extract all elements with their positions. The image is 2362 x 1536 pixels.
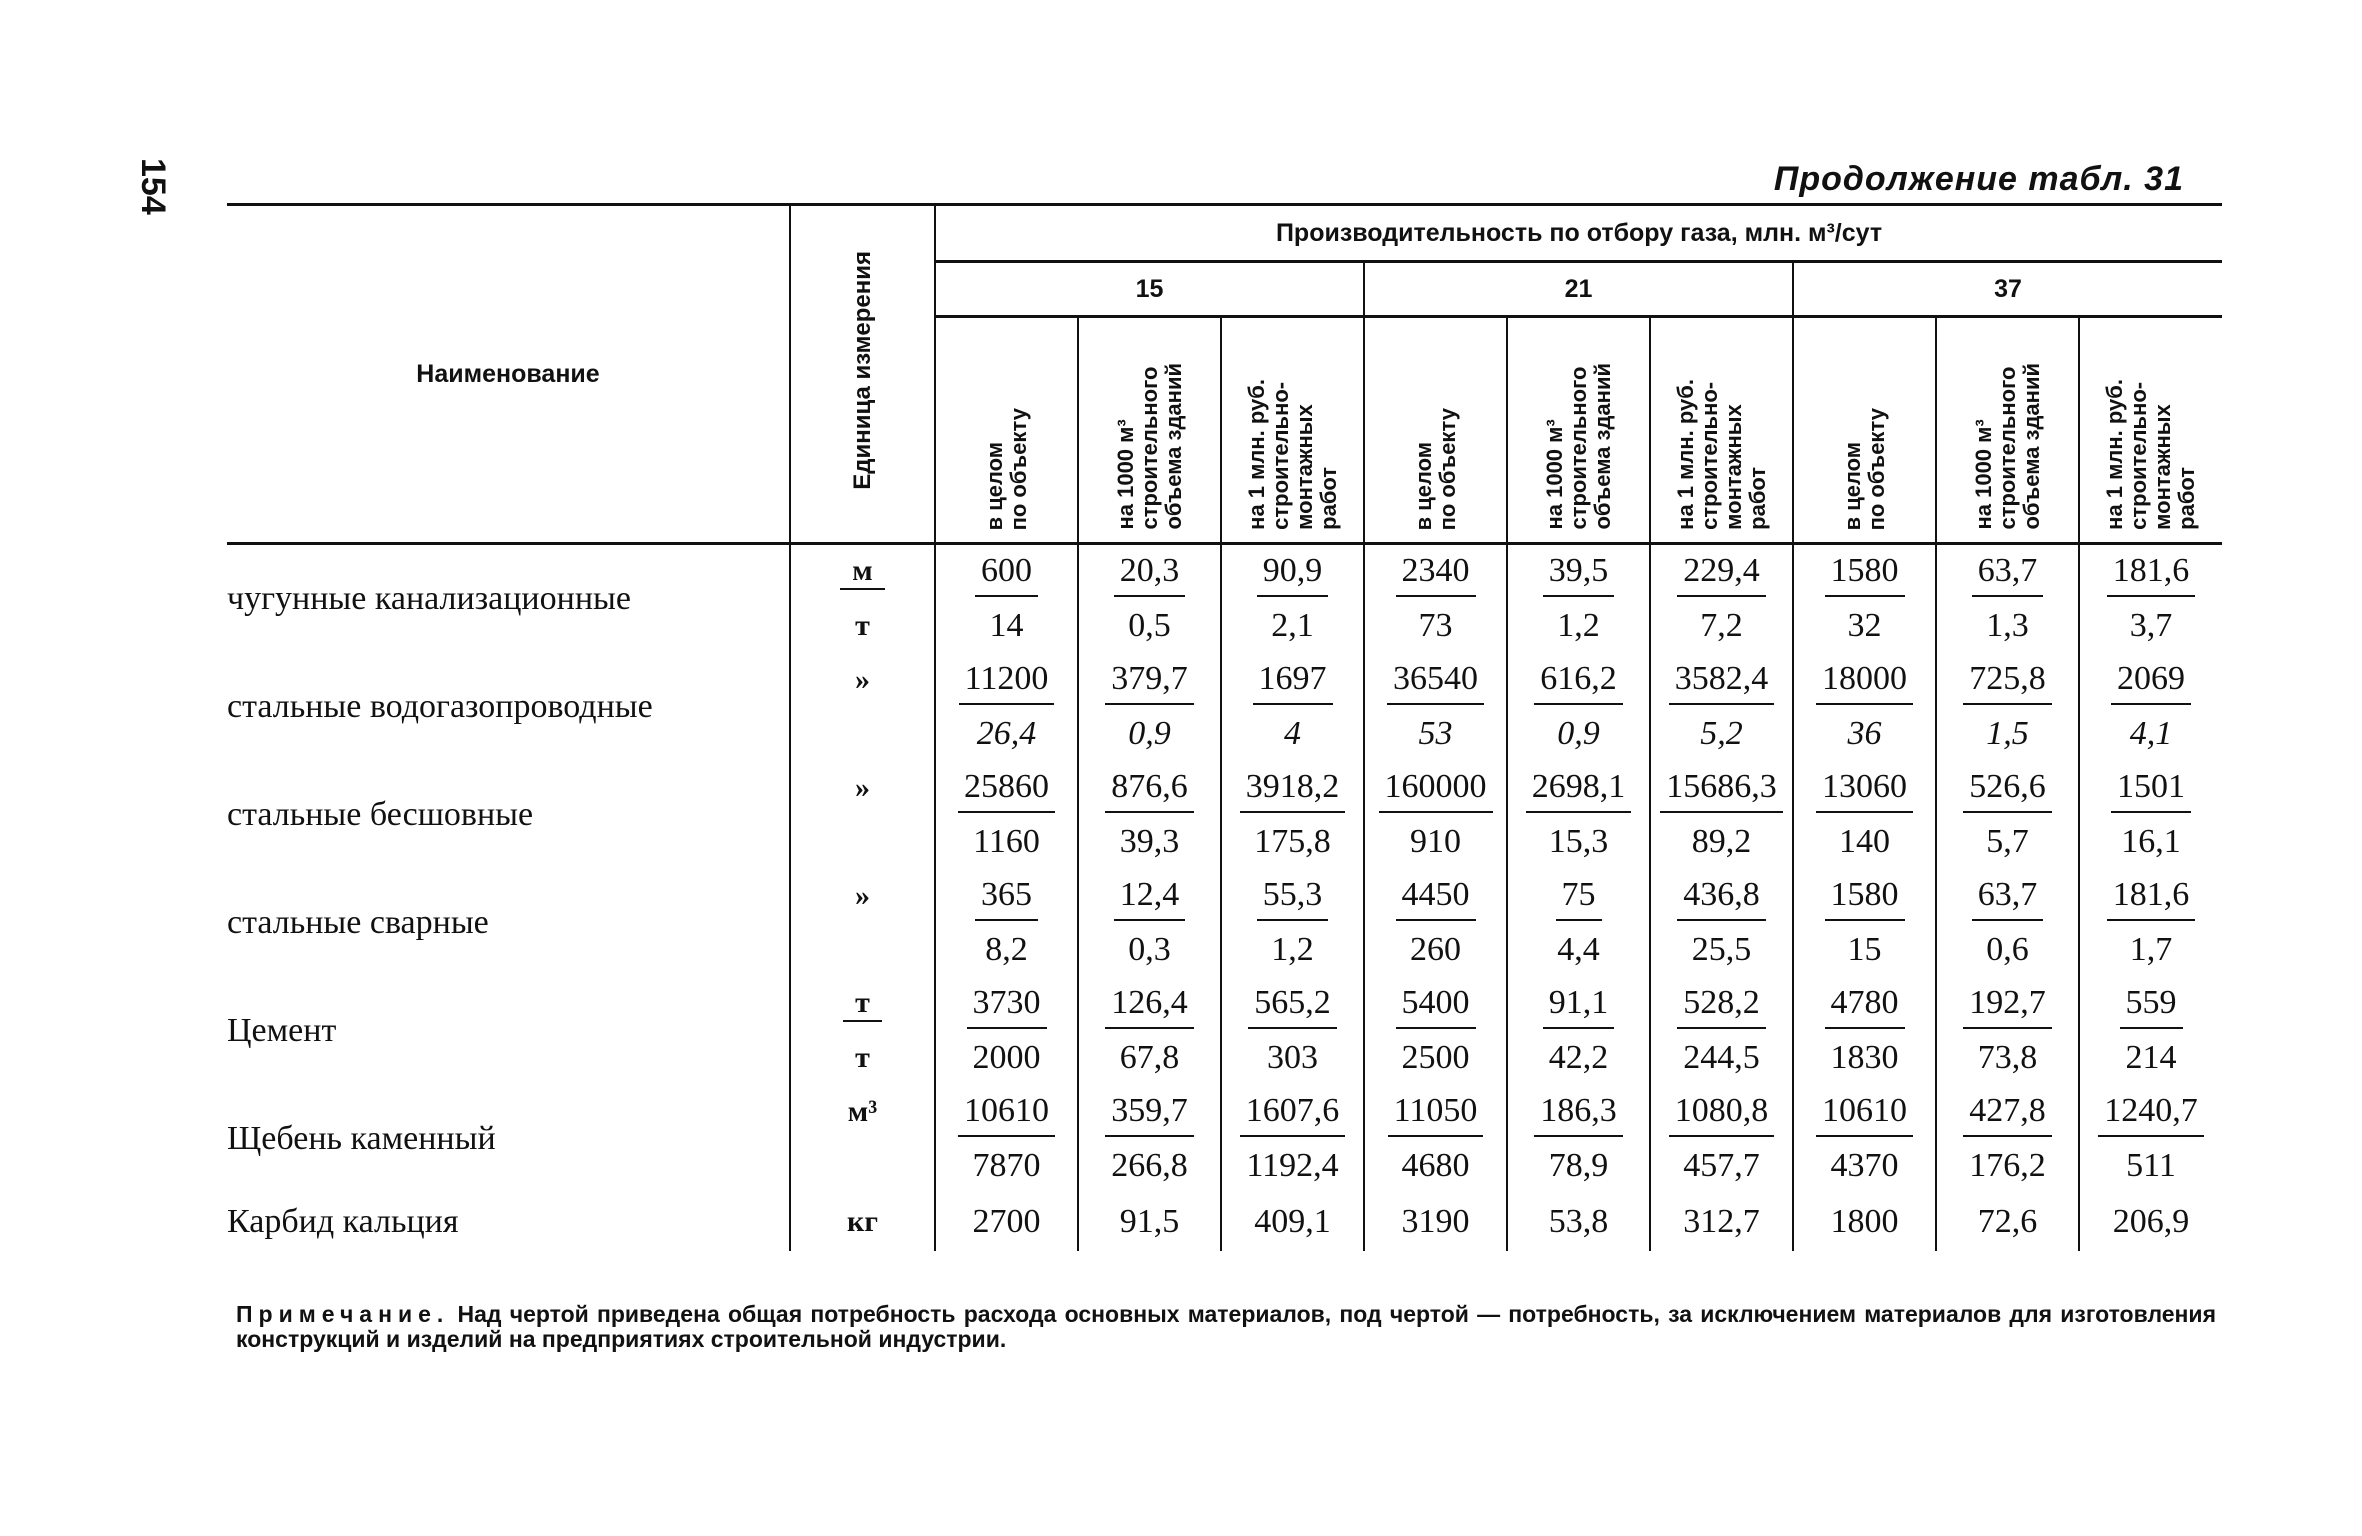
- value-below-line: 266,8: [1078, 1139, 1221, 1193]
- value-cell: [1650, 653, 1793, 707]
- row-unit: [790, 869, 935, 923]
- subheader-total: [1364, 317, 1507, 544]
- value-above-line: 10610: [958, 1087, 1055, 1137]
- value-cell: [1364, 653, 1507, 707]
- value-above-line: 365: [975, 871, 1038, 921]
- value-above-line: 3730: [967, 979, 1047, 1029]
- row-unit-value: м³: [847, 1095, 878, 1128]
- value-cell: [1650, 1085, 1793, 1139]
- subheader-total: [1793, 317, 1936, 544]
- value-above-line: 91,1: [1543, 979, 1615, 1029]
- value-above-line: 55,3: [1257, 871, 1329, 921]
- row-unit: [790, 923, 935, 977]
- page-number: 154: [134, 158, 172, 215]
- table-continuation-caption: Продолжение табл. 31: [1773, 160, 2184, 198]
- value-above-line: 126,4: [1105, 979, 1194, 1029]
- value-cell: [1793, 653, 1936, 707]
- row-unit-value: м: [840, 554, 884, 590]
- subheader-total: [935, 317, 1078, 544]
- subheader-per-million-rub: [1650, 317, 1793, 544]
- value-below-line: 1,2: [1221, 923, 1364, 977]
- value-below-line: 244,5: [1650, 1031, 1793, 1085]
- subheader-label: в целом по объекту: [1839, 407, 1889, 530]
- value-below-line: 73: [1364, 599, 1507, 653]
- value-below-line: 36: [1793, 707, 1936, 761]
- value-below-line: 89,2: [1650, 815, 1793, 869]
- row-name: Карбид кальция: [227, 1203, 459, 1240]
- value-above-line: 11200: [959, 655, 1055, 705]
- value-below-line: 26,4: [935, 707, 1078, 761]
- value-below-line: 53: [1364, 707, 1507, 761]
- value-below-line: 176,2: [1936, 1139, 2079, 1193]
- value-above-line: 526,6: [1963, 763, 2052, 813]
- value-cell: [1507, 544, 1650, 600]
- value-above-line: 1697: [1253, 655, 1333, 705]
- value-above-line: 10610: [1816, 1087, 1913, 1137]
- value-above-line: 559: [2120, 979, 2183, 1029]
- value-cell: [1364, 544, 1507, 600]
- value-cell: 312,7: [1650, 1193, 1793, 1251]
- value-below-line: 14: [935, 599, 1078, 653]
- value-cell: [1078, 653, 1221, 707]
- subheader-label: на 1000 м³ строительного объема зданий: [1541, 363, 1615, 530]
- value-above-line: 5400: [1396, 979, 1476, 1029]
- value-cell: [2079, 653, 2222, 707]
- value-below-line: 25,5: [1650, 923, 1793, 977]
- header-unit: [790, 205, 935, 544]
- value-below-line: 3,7: [2079, 599, 2222, 653]
- subheader-label: на 1 млн. руб. строительно- монтажных работ: [1243, 379, 1341, 530]
- value-cell: 1800: [1793, 1193, 1936, 1251]
- value-above-line: 4450: [1396, 871, 1476, 921]
- value-above-line: 725,8: [1963, 655, 2052, 705]
- value-above-line: 1580: [1825, 871, 1905, 921]
- value-cell: [1221, 1085, 1364, 1139]
- row-unit: [790, 1085, 935, 1139]
- value-below-line: 16,1: [2079, 815, 2222, 869]
- value-cell: [1936, 869, 2079, 923]
- table-body: [227, 544, 2222, 1252]
- value-below-line: 511: [2079, 1139, 2222, 1193]
- value-below-line: 1,2: [1507, 599, 1650, 653]
- value-above-line: 1080,8: [1669, 1087, 1775, 1137]
- value-above-line: 3582,4: [1669, 655, 1775, 705]
- value-below-line: 0,5: [1078, 599, 1221, 653]
- value-below-line: 1,5: [1936, 707, 2079, 761]
- table-row: [227, 653, 2222, 707]
- value-cell: [1793, 977, 1936, 1031]
- value-above-line: 379,7: [1105, 655, 1194, 705]
- subheader-label: на 1000 м³ строительного объема зданий: [1970, 363, 2044, 530]
- value-above-line: 63,7: [1972, 871, 2044, 921]
- value-below-line: 32: [1793, 599, 1936, 653]
- value-cell: 53,8: [1507, 1193, 1650, 1251]
- row-name: стальные водогазопроводные: [227, 688, 653, 725]
- subheader-label: в целом по объекту: [1410, 407, 1460, 530]
- value-cell: [1936, 544, 2079, 600]
- subheader-label: на 1 млн. руб. строительно- монтажных работ: [1672, 379, 1770, 530]
- value-above-line: 229,4: [1677, 547, 1766, 597]
- value-above-line: 36540: [1387, 655, 1484, 705]
- value-cell: [1078, 977, 1221, 1031]
- subheader-per-million-rub: [1221, 317, 1364, 544]
- materials-table: [227, 203, 2222, 1251]
- value-above-line: 160000: [1379, 763, 1493, 813]
- value-above-line: 1607,6: [1240, 1087, 1346, 1137]
- value-cell: [1936, 1085, 2079, 1139]
- value-cell: [1364, 869, 1507, 923]
- value-below-line: 2,1: [1221, 599, 1364, 653]
- value-cell: 91,5: [1078, 1193, 1221, 1251]
- value-above-line: 359,7: [1105, 1087, 1194, 1137]
- value-above-line: 616,2: [1534, 655, 1623, 705]
- value-cell: [1507, 653, 1650, 707]
- value-below-line: 2000: [935, 1031, 1078, 1085]
- value-below-line: 4,4: [1507, 923, 1650, 977]
- value-cell: [1221, 544, 1364, 600]
- value-above-line: 181,6: [2107, 871, 2196, 921]
- value-cell: [1364, 1085, 1507, 1139]
- value-cell: 72,6: [1936, 1193, 2079, 1251]
- value-above-line: 1240,7: [2098, 1087, 2204, 1137]
- value-above-line: 427,8: [1963, 1087, 2052, 1137]
- value-cell: [935, 761, 1078, 815]
- row-name: чугунные канализационные: [227, 580, 631, 617]
- value-below-line: 5,7: [1936, 815, 2079, 869]
- subheader-label: на 1000 м³ строительного объема зданий: [1112, 363, 1186, 530]
- value-cell: [935, 869, 1078, 923]
- value-cell: 409,1: [1221, 1193, 1364, 1251]
- value-below-line: 2500: [1364, 1031, 1507, 1085]
- value-above-line: 192,7: [1963, 979, 2052, 1029]
- value-below-line: 8,2: [935, 923, 1078, 977]
- value-below-line: 67,8: [1078, 1031, 1221, 1085]
- value-above-line: 18000: [1816, 655, 1913, 705]
- value-below-line: 78,9: [1507, 1139, 1650, 1193]
- value-below-line: 4: [1221, 707, 1364, 761]
- subheader-per-1000m3: [1078, 317, 1221, 544]
- value-below-line: 0,9: [1507, 707, 1650, 761]
- value-above-line: 528,2: [1677, 979, 1766, 1029]
- row-unit: [790, 544, 935, 600]
- value-above-line: 565,2: [1248, 979, 1337, 1029]
- value-below-line: 1,3: [1936, 599, 2079, 653]
- row-unit: т: [790, 1031, 935, 1085]
- row-name: Щебень каменный: [227, 1120, 496, 1157]
- value-cell: [1936, 977, 2079, 1031]
- value-cell: [1650, 869, 1793, 923]
- value-below-line: 910: [1364, 815, 1507, 869]
- value-cell: [1221, 869, 1364, 923]
- subheader-per-million-rub: [2079, 317, 2222, 544]
- row-unit: [790, 653, 935, 707]
- row-unit-value: »: [855, 879, 870, 912]
- row-unit-value: »: [855, 771, 870, 804]
- row-unit-value: т: [843, 986, 882, 1022]
- value-below-line: 7870: [935, 1139, 1078, 1193]
- value-below-line: 175,8: [1221, 815, 1364, 869]
- value-above-line: 15686,3: [1660, 763, 1783, 813]
- value-above-line: 4780: [1825, 979, 1905, 1029]
- value-above-line: 39,5: [1543, 547, 1615, 597]
- value-below-line: 7,2: [1650, 599, 1793, 653]
- value-below-line: 42,2: [1507, 1031, 1650, 1085]
- value-above-line: 90,9: [1257, 547, 1329, 597]
- value-above-line: 876,6: [1105, 763, 1194, 813]
- header-group-37: 37: [1793, 262, 2222, 317]
- value-below-line: 260: [1364, 923, 1507, 977]
- row-unit: [790, 815, 935, 869]
- value-cell: [1507, 977, 1650, 1031]
- value-above-line: 181,6: [2107, 547, 2196, 597]
- header-group-15: 15: [935, 262, 1364, 317]
- header-name: Наименование: [227, 205, 790, 544]
- subheader-label: в целом по объекту: [981, 407, 1031, 530]
- value-cell: [935, 544, 1078, 600]
- value-above-line: 2069: [2111, 655, 2191, 705]
- value-cell: 206,9: [2079, 1193, 2222, 1251]
- value-below-line: 4680: [1364, 1139, 1507, 1193]
- value-cell: [2079, 544, 2222, 600]
- value-above-line: 25860: [958, 763, 1055, 813]
- value-above-line: 75: [1556, 871, 1602, 921]
- table-note: [236, 1302, 2216, 1352]
- value-below-line: 0,9: [1078, 707, 1221, 761]
- table-header: [227, 205, 2222, 544]
- subheader-per-1000m3: [1507, 317, 1650, 544]
- value-above-line: 600: [975, 547, 1038, 597]
- header-group-21: 21: [1364, 262, 1793, 317]
- value-below-line: 1830: [1793, 1031, 1936, 1085]
- value-cell: [2079, 869, 2222, 923]
- value-below-line: 457,7: [1650, 1139, 1793, 1193]
- value-below-line: 15,3: [1507, 815, 1650, 869]
- header-productivity: Производительность по отбору газа, млн. м³/сут: [935, 205, 2222, 262]
- value-cell: [2079, 1085, 2222, 1139]
- header-unit-label: Единица измерения: [848, 251, 876, 490]
- value-below-line: 140: [1793, 815, 1936, 869]
- value-above-line: 436,8: [1677, 871, 1766, 921]
- value-cell: [1793, 869, 1936, 923]
- value-cell: [1650, 544, 1793, 600]
- row-unit-value: »: [855, 663, 870, 696]
- value-cell: [935, 653, 1078, 707]
- row-unit: [790, 977, 935, 1031]
- value-cell: [1364, 977, 1507, 1031]
- value-above-line: 12,4: [1114, 871, 1186, 921]
- value-above-line: 186,3: [1534, 1087, 1623, 1137]
- value-cell: [1078, 761, 1221, 815]
- value-cell: [1364, 761, 1507, 815]
- value-cell: [1507, 869, 1650, 923]
- value-cell: [1936, 653, 2079, 707]
- value-below-line: 214: [2079, 1031, 2222, 1085]
- value-cell: [1078, 1085, 1221, 1139]
- value-above-line: 2698,1: [1526, 763, 1632, 813]
- value-below-line: 4,1: [2079, 707, 2222, 761]
- value-above-line: 1501: [2111, 763, 2191, 813]
- value-above-line: 3918,2: [1240, 763, 1346, 813]
- value-below-line: 15: [1793, 923, 1936, 977]
- value-above-line: 1580: [1825, 547, 1905, 597]
- value-cell: [1507, 1085, 1650, 1139]
- value-cell: [1221, 977, 1364, 1031]
- table-row: [227, 1193, 2222, 1251]
- value-cell: [1650, 977, 1793, 1031]
- value-cell: 2700: [935, 1193, 1078, 1251]
- value-below-line: 0,3: [1078, 923, 1221, 977]
- value-below-line: 1160: [935, 815, 1078, 869]
- value-above-line: 2340: [1396, 547, 1476, 597]
- value-below-line: 4370: [1793, 1139, 1936, 1193]
- subheader-per-1000m3: [1936, 317, 2079, 544]
- value-below-line: 1192,4: [1221, 1139, 1364, 1193]
- table-row: [227, 1085, 2222, 1139]
- value-below-line: 5,2: [1650, 707, 1793, 761]
- value-cell: [2079, 761, 2222, 815]
- value-cell: [1078, 544, 1221, 600]
- value-below-line: 1,7: [2079, 923, 2222, 977]
- value-cell: [935, 1085, 1078, 1139]
- value-cell: [1793, 1085, 1936, 1139]
- value-above-line: 13060: [1816, 763, 1913, 813]
- table-row: [227, 869, 2222, 923]
- table-row: [227, 544, 2222, 600]
- row-unit: т: [790, 599, 935, 653]
- row-name: стальные бесшовные: [227, 796, 534, 833]
- note-text: Над чертой приведена общая потребность расхода основных материалов, под чертой — потребность, за исключением материалов для изготовления конструкций и изделий на предприятиях строительной индустрии.: [236, 1301, 2216, 1352]
- row-unit: кг: [790, 1193, 935, 1251]
- value-cell: [2079, 977, 2222, 1031]
- table-row: [227, 977, 2222, 1031]
- value-cell: [1936, 761, 2079, 815]
- value-above-line: 11050: [1388, 1087, 1484, 1137]
- value-below-line: 39,3: [1078, 815, 1221, 869]
- value-cell: [1507, 761, 1650, 815]
- value-below-line: 73,8: [1936, 1031, 2079, 1085]
- value-cell: [1793, 761, 1936, 815]
- value-below-line: 0,6: [1936, 923, 2079, 977]
- row-unit: [790, 761, 935, 815]
- table-row: [227, 761, 2222, 815]
- subheader-label: на 1 млн. руб. строительно- монтажных работ: [2102, 379, 2200, 530]
- note-title: Примечание.: [236, 1301, 450, 1327]
- row-name: стальные сварные: [227, 904, 489, 941]
- row-unit: [790, 707, 935, 761]
- value-cell: [1078, 869, 1221, 923]
- row-unit: [790, 1139, 935, 1193]
- value-below-line: 303: [1221, 1031, 1364, 1085]
- value-cell: [1650, 761, 1793, 815]
- value-cell: [1221, 761, 1364, 815]
- value-cell: 3190: [1364, 1193, 1507, 1251]
- value-cell: [1221, 653, 1364, 707]
- value-cell: [935, 977, 1078, 1031]
- row-name: Цемент: [227, 1012, 337, 1049]
- value-above-line: 20,3: [1114, 547, 1186, 597]
- value-above-line: 63,7: [1972, 547, 2044, 597]
- value-cell: [1793, 544, 1936, 600]
